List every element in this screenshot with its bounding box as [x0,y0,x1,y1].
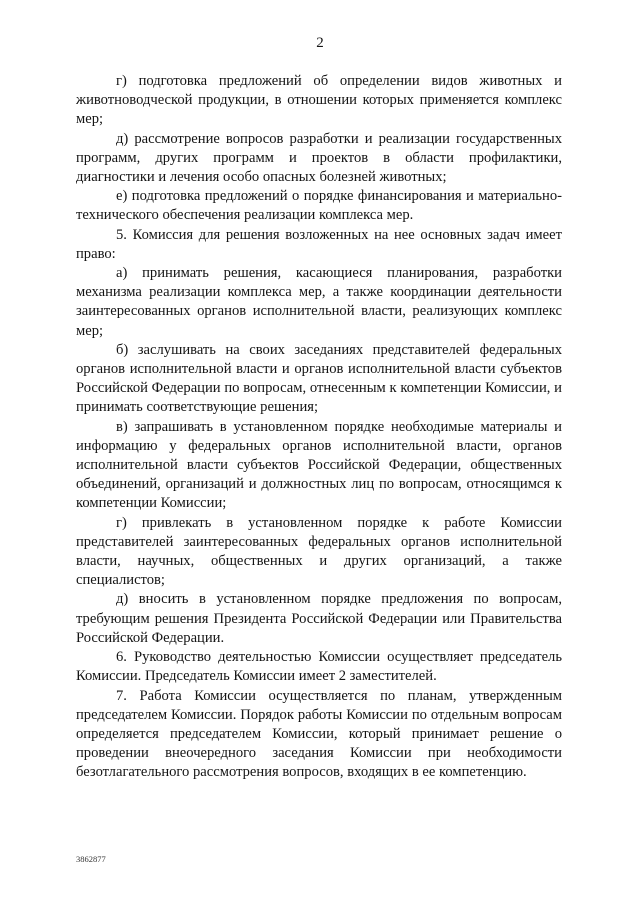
paragraph-5v: в) запрашивать в установленном порядке необходимые материалы и информацию у федеральных органов исполнительной власти, органов исполнительной власти субъектов Российской Федерации, общественных объединений, организаций и должностных лиц по вопросам, относящимся к компетенции Комиссии; [76,418,562,512]
paragraph-4e: е) подготовка предложений о порядке финансирования и материально-технического обеспечения реализации комплекса мер. [76,188,562,224]
document-body [76,72,562,783]
paragraph-7: 7. Работа Комиссии осуществляется по планам, утвержденным председателем Комиссии. Порядок работы Комиссии по отдельным вопросам определяется председателем Комиссии, который принимает решение о проведении внеочередного заседания Комиссии при необходимости безотлагательного рассмотрения вопросов, входящих в ее компетенцию. [76,687,562,781]
paragraph-5b: б) заслушивать на своих заседаниях представителей федеральных органов исполнительной власти и органов исполнительной власти субъектов Российской Федерации по вопросам, отнесенным к компетенции Комиссии, и принимать соответствующие решения; [76,341,562,416]
paragraph-5g: г) привлекать в установленном порядке к работе Комиссии представителей заинтересованных федеральных органов исполнительной власти, научных, общественных и других организаций, а также специалистов; [76,514,562,589]
paragraph-4g: г) подготовка предложений об определении видов животных и животноводческой продукции, в отношении которых применяется комплекс мер; [76,73,562,128]
document-code: 3862877 [76,854,106,864]
paragraph-5a: а) принимать решения, касающиеся планирования, разработки механизма реализации комплекса мер, а также координации деятельности заинтересованных органов исполнительной власти, реализующих комплекс мер; [76,265,562,339]
page-number: 2 [316,35,324,51]
paragraph-4d: д) рассмотрение вопросов разработки и реализации государственных программ, других программ и проектов в области профилактики, диагностики и лечения особо опасных болезней животных; [76,130,562,186]
paragraph-5: 5. Комиссия для решения возложенных на нее основных задач имеет право: [76,226,562,262]
paragraph-6: 6. Руководство деятельностью Комиссии осуществляет председатель Комиссии. Председатель Комиссии имеет 2 заместителей. [76,649,562,685]
paragraph-5d: д) вносить в установленном порядке предложения по вопросам, требующим решения Президента Российской Федерации или Правительства Российской Федерации. [76,591,562,646]
